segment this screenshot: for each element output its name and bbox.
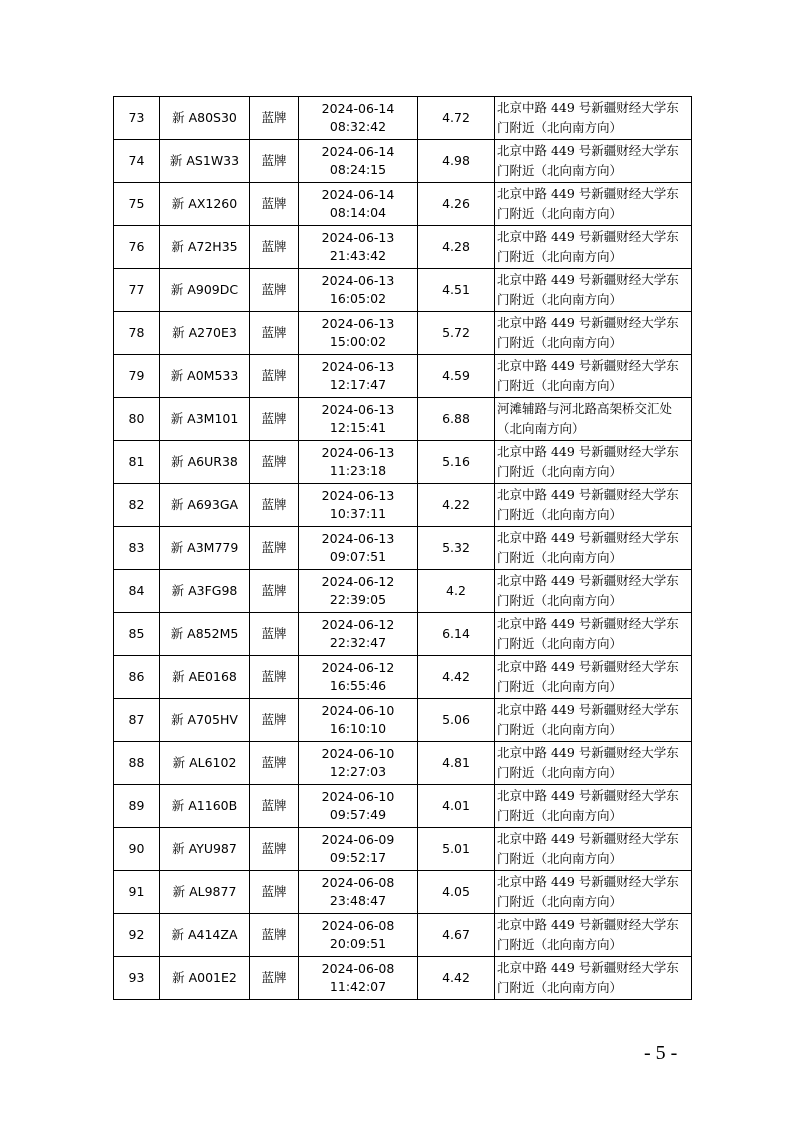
row-number-cell: 90: [114, 828, 160, 871]
plate-number-cell: 新 AE0168: [160, 656, 250, 699]
row-number-cell: 81: [114, 441, 160, 484]
location-cell: 北京中路 449 号新疆财经大学东门附近（北向南方向）: [495, 699, 692, 742]
table-row: [114, 140, 692, 183]
location-cell: 北京中路 449 号新疆财经大学东门附近（北向南方向）: [495, 97, 692, 140]
value-cell: 4.72: [418, 97, 495, 140]
plate-number-cell: 新 A80S30: [160, 97, 250, 140]
row-number-cell: 91: [114, 871, 160, 914]
time-text: 11:42:07: [329, 979, 387, 994]
row-number-cell: 93: [114, 957, 160, 1000]
datetime-cell: [299, 441, 418, 484]
value-cell: 4.22: [418, 484, 495, 527]
value-cell: 4.42: [418, 656, 495, 699]
datetime-cell: [299, 312, 418, 355]
location-cell: 北京中路 449 号新疆财经大学东门附近（北向南方向）: [495, 183, 692, 226]
value-cell: 4.28: [418, 226, 495, 269]
plate-number-cell: 新 A693GA: [160, 484, 250, 527]
table-row: [114, 871, 692, 914]
table-row: [114, 613, 692, 656]
location-cell: 北京中路 449 号新疆财经大学东门附近（北向南方向）: [495, 484, 692, 527]
date-text: 2024-06-13: [321, 445, 395, 460]
time-text: 09:52:17: [329, 850, 387, 865]
datetime-cell: [299, 957, 418, 1000]
plate-number-cell: 新 A909DC: [160, 269, 250, 312]
datetime-cell: [299, 570, 418, 613]
plate-number-cell: 新 AL6102: [160, 742, 250, 785]
plate-number-cell: 新 AYU987: [160, 828, 250, 871]
date-text: 2024-06-08: [321, 875, 395, 890]
datetime-cell: [299, 140, 418, 183]
table-row: [114, 441, 692, 484]
plate-number-cell: 新 A414ZA: [160, 914, 250, 957]
value-cell: 6.14: [418, 613, 495, 656]
value-cell: 4.81: [418, 742, 495, 785]
table-row: [114, 957, 692, 1000]
datetime-cell: [299, 785, 418, 828]
location-cell: 北京中路 449 号新疆财经大学东门附近（北向南方向）: [495, 871, 692, 914]
table-row: [114, 527, 692, 570]
datetime-cell: [299, 226, 418, 269]
time-text: 16:10:10: [329, 721, 387, 736]
table-row: [114, 914, 692, 957]
table-row: [114, 828, 692, 871]
date-text: 2024-06-10: [321, 703, 395, 718]
row-number-cell: 83: [114, 527, 160, 570]
time-text: 12:17:47: [329, 377, 387, 392]
value-cell: 4.67: [418, 914, 495, 957]
date-text: 2024-06-13: [321, 230, 395, 245]
row-number-cell: 78: [114, 312, 160, 355]
time-text: 23:48:47: [329, 893, 387, 908]
row-number-cell: 85: [114, 613, 160, 656]
location-cell: 北京中路 449 号新疆财经大学东门附近（北向南方向）: [495, 742, 692, 785]
plate-number-cell: 新 A3FG98: [160, 570, 250, 613]
location-cell: 北京中路 449 号新疆财经大学东门附近（北向南方向）: [495, 570, 692, 613]
datetime-cell: [299, 871, 418, 914]
plate-type-cell: 蓝牌: [250, 484, 299, 527]
date-text: 2024-06-08: [321, 918, 395, 933]
plate-type-cell: 蓝牌: [250, 742, 299, 785]
date-text: 2024-06-13: [321, 402, 395, 417]
location-cell: 北京中路 449 号新疆财经大学东门附近（北向南方向）: [495, 613, 692, 656]
plate-type-cell: 蓝牌: [250, 699, 299, 742]
plate-type-cell: 蓝牌: [250, 355, 299, 398]
table-row: [114, 656, 692, 699]
row-number-cell: 77: [114, 269, 160, 312]
datetime-cell: [299, 355, 418, 398]
datetime-cell: [299, 527, 418, 570]
date-text: 2024-06-14: [321, 101, 395, 116]
time-text: 12:27:03: [329, 764, 387, 779]
time-text: 21:43:42: [329, 248, 387, 263]
plate-number-cell: 新 AS1W33: [160, 140, 250, 183]
time-text: 22:39:05: [329, 592, 387, 607]
value-cell: 5.32: [418, 527, 495, 570]
violation-table: [113, 96, 692, 1000]
time-text: 20:09:51: [329, 936, 387, 951]
table-row: [114, 699, 692, 742]
time-text: 22:32:47: [329, 635, 387, 650]
row-number-cell: 75: [114, 183, 160, 226]
location-cell: 北京中路 449 号新疆财经大学东门附近（北向南方向）: [495, 785, 692, 828]
value-cell: 5.01: [418, 828, 495, 871]
plate-number-cell: 新 A3M101: [160, 398, 250, 441]
location-cell: 北京中路 449 号新疆财经大学东门附近（北向南方向）: [495, 441, 692, 484]
time-text: 15:00:02: [329, 334, 387, 349]
time-text: 08:32:42: [329, 119, 387, 134]
value-cell: 5.06: [418, 699, 495, 742]
table-row: [114, 484, 692, 527]
plate-number-cell: 新 AL9877: [160, 871, 250, 914]
date-text: 2024-06-12: [321, 617, 395, 632]
row-number-cell: 80: [114, 398, 160, 441]
time-text: 08:14:04: [329, 205, 387, 220]
value-cell: 5.72: [418, 312, 495, 355]
datetime-cell: [299, 699, 418, 742]
plate-type-cell: 蓝牌: [250, 269, 299, 312]
table-row: [114, 312, 692, 355]
table-row: [114, 269, 692, 312]
table-row: [114, 97, 692, 140]
row-number-cell: 82: [114, 484, 160, 527]
plate-number-cell: 新 A1160B: [160, 785, 250, 828]
page-number: - 5 -: [644, 1042, 678, 1064]
plate-number-cell: 新 A6UR38: [160, 441, 250, 484]
plate-number-cell: 新 A3M779: [160, 527, 250, 570]
date-text: 2024-06-08: [321, 961, 395, 976]
datetime-cell: [299, 484, 418, 527]
time-text: 08:24:15: [329, 162, 387, 177]
table-row: [114, 355, 692, 398]
datetime-cell: [299, 656, 418, 699]
datetime-cell: [299, 269, 418, 312]
row-number-cell: 89: [114, 785, 160, 828]
value-cell: 5.16: [418, 441, 495, 484]
location-cell: 北京中路 449 号新疆财经大学东门附近（北向南方向）: [495, 312, 692, 355]
row-number-cell: 76: [114, 226, 160, 269]
location-cell: 北京中路 449 号新疆财经大学东门附近（北向南方向）: [495, 226, 692, 269]
plate-type-cell: 蓝牌: [250, 613, 299, 656]
value-cell: 4.26: [418, 183, 495, 226]
plate-type-cell: 蓝牌: [250, 785, 299, 828]
datetime-cell: [299, 914, 418, 957]
row-number-cell: 79: [114, 355, 160, 398]
location-cell: 北京中路 449 号新疆财经大学东门附近（北向南方向）: [495, 140, 692, 183]
time-text: 09:07:51: [329, 549, 387, 564]
table-row: [114, 398, 692, 441]
plate-number-cell: 新 AX1260: [160, 183, 250, 226]
plate-type-cell: 蓝牌: [250, 398, 299, 441]
time-text: 16:05:02: [329, 291, 387, 306]
row-number-cell: 73: [114, 97, 160, 140]
plate-type-cell: 蓝牌: [250, 527, 299, 570]
time-text: 09:57:49: [329, 807, 387, 822]
time-text: 16:55:46: [329, 678, 387, 693]
time-text: 11:23:18: [329, 463, 387, 478]
location-cell: 北京中路 449 号新疆财经大学东门附近（北向南方向）: [495, 269, 692, 312]
value-cell: 4.59: [418, 355, 495, 398]
plate-type-cell: 蓝牌: [250, 656, 299, 699]
plate-type-cell: 蓝牌: [250, 226, 299, 269]
plate-number-cell: 新 A0M533: [160, 355, 250, 398]
row-number-cell: 92: [114, 914, 160, 957]
date-text: 2024-06-12: [321, 574, 395, 589]
plate-number-cell: 新 A852M5: [160, 613, 250, 656]
datetime-cell: [299, 828, 418, 871]
date-text: 2024-06-13: [321, 359, 395, 374]
plate-type-cell: 蓝牌: [250, 183, 299, 226]
value-cell: 4.42: [418, 957, 495, 1000]
row-number-cell: 86: [114, 656, 160, 699]
plate-type-cell: 蓝牌: [250, 441, 299, 484]
datetime-cell: [299, 613, 418, 656]
date-text: 2024-06-13: [321, 531, 395, 546]
table-row: [114, 742, 692, 785]
datetime-cell: [299, 97, 418, 140]
date-text: 2024-06-13: [321, 316, 395, 331]
plate-type-cell: 蓝牌: [250, 957, 299, 1000]
plate-type-cell: 蓝牌: [250, 828, 299, 871]
table-row: [114, 570, 692, 613]
location-cell: 河滩辅路与河北路高架桥交汇处（北向南方向）: [495, 398, 692, 441]
location-cell: 北京中路 449 号新疆财经大学东门附近（北向南方向）: [495, 828, 692, 871]
location-cell: 北京中路 449 号新疆财经大学东门附近（北向南方向）: [495, 527, 692, 570]
violation-table-container: [113, 96, 691, 1000]
plate-type-cell: 蓝牌: [250, 312, 299, 355]
date-text: 2024-06-10: [321, 746, 395, 761]
datetime-cell: [299, 398, 418, 441]
value-cell: 4.98: [418, 140, 495, 183]
value-cell: 4.05: [418, 871, 495, 914]
location-cell: 北京中路 449 号新疆财经大学东门附近（北向南方向）: [495, 957, 692, 1000]
plate-type-cell: 蓝牌: [250, 97, 299, 140]
date-text: 2024-06-12: [321, 660, 395, 675]
value-cell: 4.01: [418, 785, 495, 828]
location-cell: 北京中路 449 号新疆财经大学东门附近（北向南方向）: [495, 914, 692, 957]
plate-number-cell: 新 A72H35: [160, 226, 250, 269]
plate-number-cell: 新 A001E2: [160, 957, 250, 1000]
location-cell: 北京中路 449 号新疆财经大学东门附近（北向南方向）: [495, 656, 692, 699]
row-number-cell: 88: [114, 742, 160, 785]
date-text: 2024-06-09: [321, 832, 395, 847]
plate-type-cell: 蓝牌: [250, 871, 299, 914]
date-text: 2024-06-14: [321, 187, 395, 202]
value-cell: 4.51: [418, 269, 495, 312]
plate-type-cell: 蓝牌: [250, 914, 299, 957]
datetime-cell: [299, 183, 418, 226]
date-text: 2024-06-13: [321, 488, 395, 503]
row-number-cell: 84: [114, 570, 160, 613]
date-text: 2024-06-13: [321, 273, 395, 288]
datetime-cell: [299, 742, 418, 785]
time-text: 12:15:41: [329, 420, 387, 435]
row-number-cell: 87: [114, 699, 160, 742]
value-cell: 4.2: [418, 570, 495, 613]
violation-table-body: [114, 97, 692, 1000]
value-cell: 6.88: [418, 398, 495, 441]
date-text: 2024-06-14: [321, 144, 395, 159]
location-cell: 北京中路 449 号新疆财经大学东门附近（北向南方向）: [495, 355, 692, 398]
plate-number-cell: 新 A705HV: [160, 699, 250, 742]
table-row: [114, 183, 692, 226]
row-number-cell: 74: [114, 140, 160, 183]
table-row: [114, 785, 692, 828]
time-text: 10:37:11: [329, 506, 387, 521]
date-text: 2024-06-10: [321, 789, 395, 804]
plate-type-cell: 蓝牌: [250, 140, 299, 183]
plate-number-cell: 新 A270E3: [160, 312, 250, 355]
plate-type-cell: 蓝牌: [250, 570, 299, 613]
table-row: [114, 226, 692, 269]
